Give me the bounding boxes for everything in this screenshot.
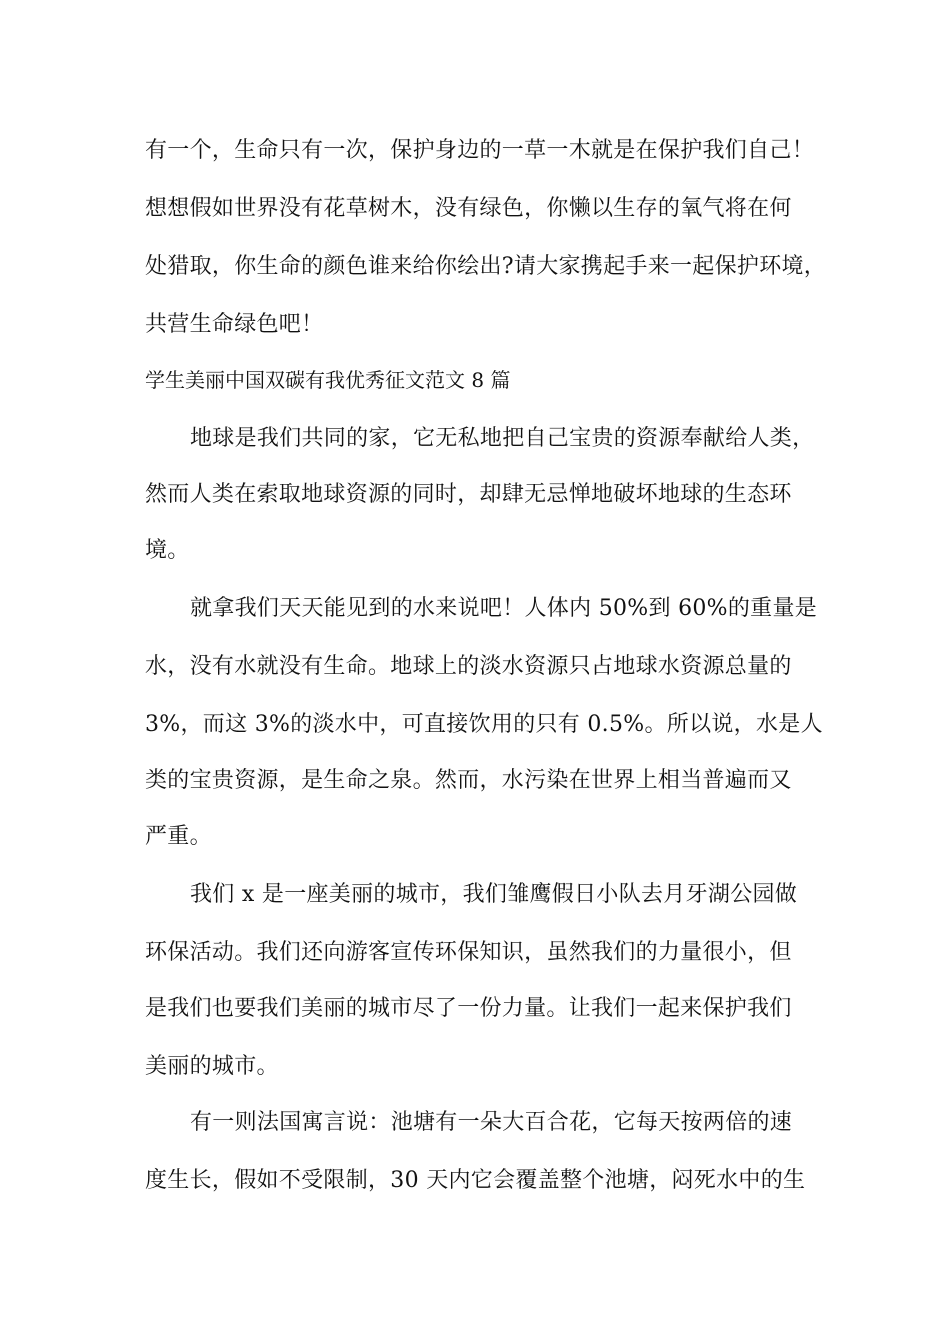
paragraph-1-line-4: 共营生命绿色吧！ [145,312,324,337]
paragraph-4-line-1: 我们 x 是一座美丽的城市，我们雏鹰假日小队去月牙湖公园做 [190,882,798,907]
paragraph-4-line-3: 是我们也要我们美丽的城市尽了一份力量。让我们一起来保护我们 [145,996,792,1021]
article-title: 学生美丽中国双碳有我优秀征文范文 8 篇 [145,368,511,392]
paragraph-1-line-2: 想想假如世界没有花草树木，没有绿色，你懒以生存的氧气将在何 [145,196,792,221]
paragraph-4-line-2: 环保活动。我们还向游客宣传环保知识，虽然我们的力量很小，但 [145,940,792,965]
paragraph-5-line-2: 度生长，假如不受限制，30 天内它会覆盖整个池塘，闷死水中的生 [145,1168,806,1193]
paragraph-3-line-3: 3%，而这 3%的淡水中，可直接饮用的只有 0.5%。所以说，水是人 [145,712,823,737]
paragraph-3-line-4: 类的宝贵资源，是生命之泉。然而，水污染在世界上相当普遍而又 [145,768,792,793]
paragraph-4-line-4: 美丽的城市。 [145,1054,279,1079]
paragraph-3-line-1: 就拿我们天天能见到的水来说吧！人体内 50%到 60%的重量是 [190,596,818,621]
paragraph-2-line-2: 然而人类在索取地球资源的同时，却肆无忌惮地破坏地球的生态环 [145,482,792,507]
paragraph-3-line-2: 水，没有水就没有生命。地球上的淡水资源只占地球水资源总量的 [145,654,792,679]
paragraph-2-line-1: 地球是我们共同的家，它无私地把自己宝贵的资源奉献给人类， [190,426,815,451]
paragraph-5-line-1: 有一则法国寓言说：池塘有一朵大百合花，它每天按两倍的速 [190,1110,793,1135]
paragraph-3-line-5: 严重。 [145,824,212,849]
paragraph-1-line-3: 处猎取，你生命的颜色谁来给你绘出?请大家携起手来一起保护环境， [145,254,827,279]
paragraph-1-line-1: 有一个，生命只有一次，保护身边的一草一木就是在保护我们自己！ [145,138,815,163]
paragraph-2-line-3: 境。 [145,538,190,563]
